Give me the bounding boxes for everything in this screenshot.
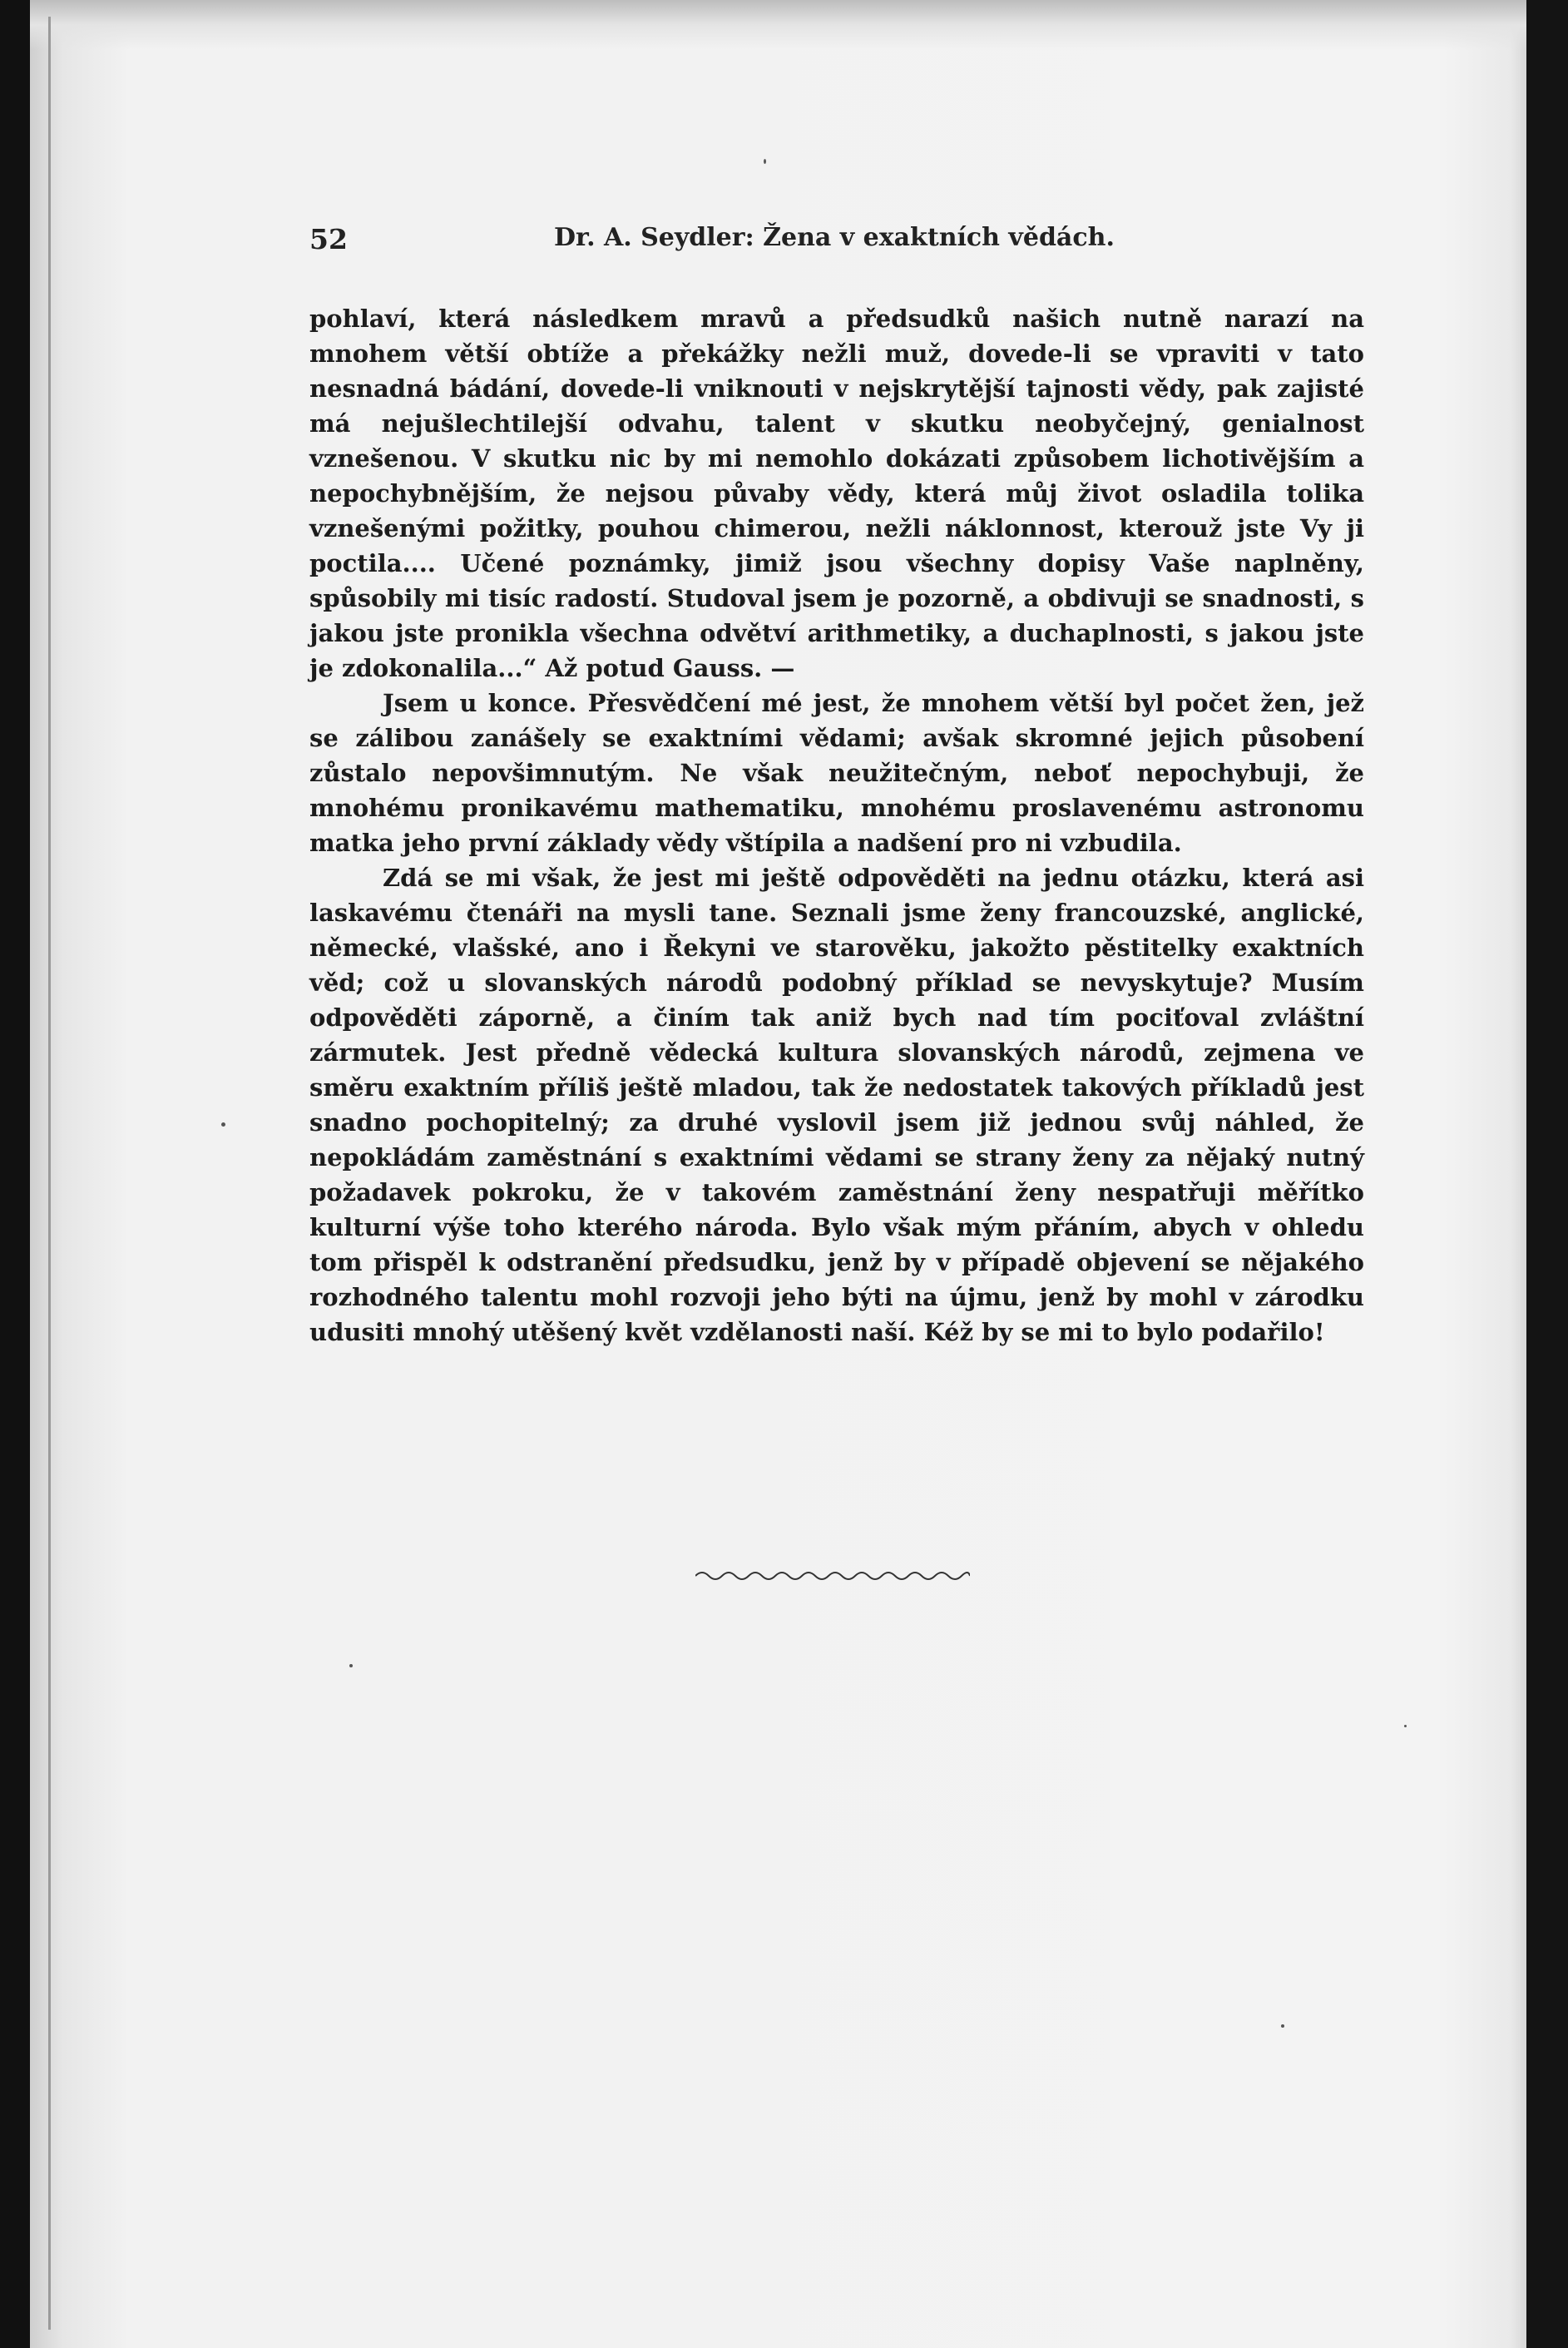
scan-speck <box>1404 1725 1407 1727</box>
binding-gutter-line <box>48 17 51 2330</box>
paragraph-2: Jsem u konce. Přesvědčení mé jest, že mnohem větší byl počet žen, jež se zálibou zanášely se exaktními vědami; avšak skromné jejich působení zůstalo nepovšimnutým. Ne však neužitečným, neboť nepochybuji, že mnohému pronikavému mathematiku, mnohému proslavenému astronomu matka jeho první základy vědy vštípila a nadšení pro ni vzbudila. <box>309 689 1364 857</box>
running-title: Dr. A. Seydler: Žena v exaktních vědách. <box>554 223 1115 252</box>
page-top-shadow <box>30 0 1526 50</box>
running-header <box>309 223 1364 261</box>
wavy-rule-ornament <box>695 1569 970 1583</box>
scan-speck <box>1281 2024 1284 2028</box>
scan-left-edge <box>0 0 30 2348</box>
paragraph-3: Zdá se mi však, že jest mi ještě odpověděti na jednu otázku, která asi laskavému čtenáři na mysli tane. Seznali jsme ženy francouzské, anglické, německé, vlašské, ano i Řekyni ve starověku, jakožto pěstitelky exaktních věd; což u slovanských národů podobný příklad se nevyskytuje? Musím odpověděti záporně, a činím tak aniž bych nad tím pociťoval zvláštní zármutek. Jest předně vědecká kultura slovanských národů, zejmena ve směru exaktním příliš ještě mladou, tak že nedostatek takových příkladů jest snadno pochopitelný; za druhé vyslovil jsem již jednou svůj náhled, že nepokládám zaměstnání s exaktními vědami se strany ženy za nějaký nutný požadavek pokroku, že v takovém zaměstnání ženy nespatřuji měřítko kulturní výše toho kterého národa. Bylo však mým přáním, abych v ohledu tom přispěl k odstranění předsudku, jenž by v případě objevení se nějakého rozhodného talentu mohl rozvoji jeho býti na újmu, jenž by mohl v zárodku udusiti mnohý utěšený květ vzdělanosti naší. Kéž by se mi to bylo podařilo! <box>309 864 1364 1346</box>
scan-speck <box>221 1122 225 1127</box>
body-text <box>309 301 1364 1350</box>
page-number: 52 <box>309 223 348 255</box>
paragraph-1: pohlaví, která následkem mravů a předsudků našich nutně narazí na mnohem větší obtíže a překážky nežli muž, dovede-li se vpraviti v tato nesnadná bádání, dovede-li vniknouti v nejskrytější tajnosti vědy, pak zajisté má nejušlechtilejší odvahu, talent v skutku neobyčejný, genialnost vznešenou. V skutku nic by mi nemohlo dokázati způsobem lichotivějším a nepochybnějším, že nejsou půvaby vědy, která můj život osladila tolika vznešenými požitky, pouhou chimerou, nežli náklonnost, kterouž jste Vy ji poctila.... Učené poznámky, jimiž jsou všechny dopisy Vaše naplněny, spůsobily mi tisíc radostí. Studoval jsem je pozorně, a obdivuji se snadnosti, s jakou jste pronikla všechna odvětví arithmetiky, a duchaplnosti, s jakou jste je zdokonalila...“ Až potud Gauss. — <box>309 305 1364 682</box>
scan-right-edge <box>1526 0 1568 2348</box>
scan-speck <box>764 159 766 164</box>
scan-speck <box>349 1664 353 1667</box>
